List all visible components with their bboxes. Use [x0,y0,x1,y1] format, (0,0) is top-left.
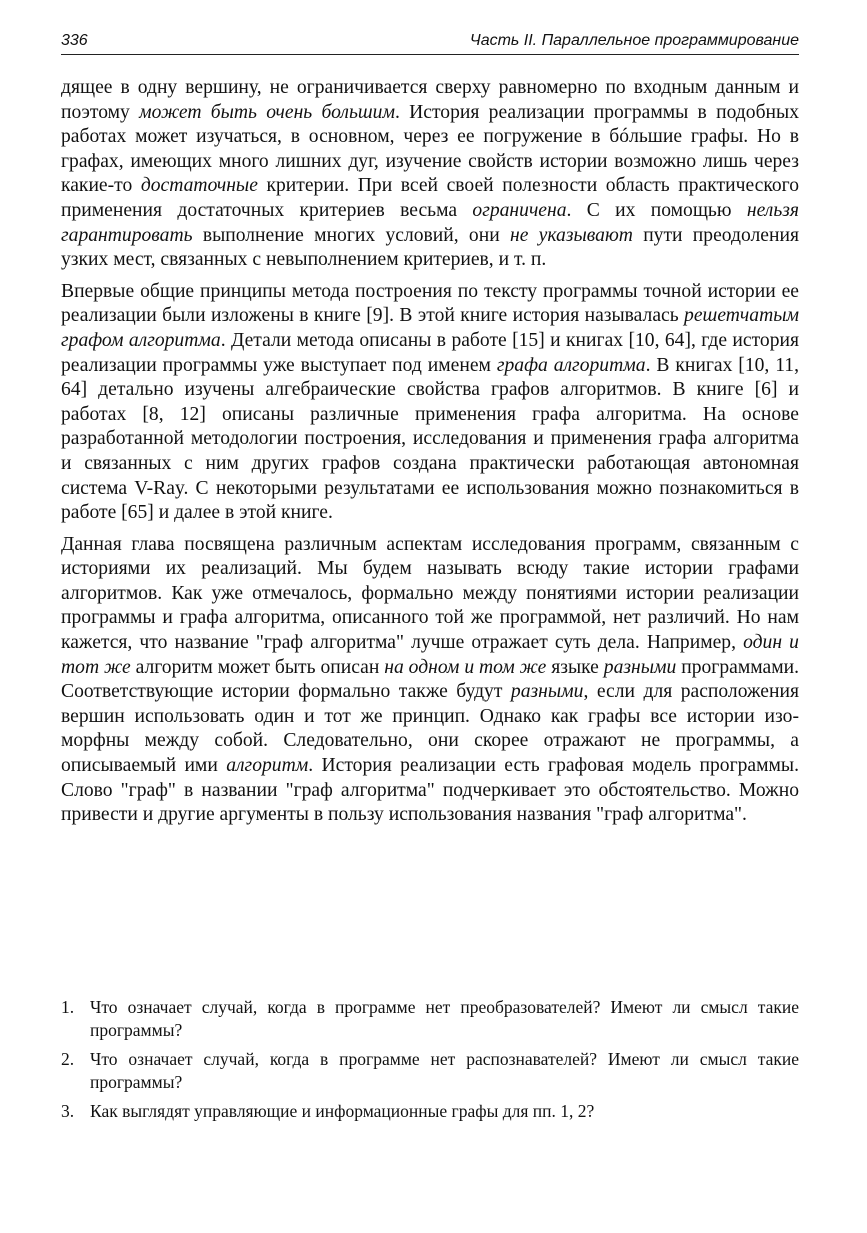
text-run: пути преодоления узких мест, связанных с невыполнением критериев, и т. п. [61,224,799,271]
question-item [61,1048,799,1094]
running-title: Часть II. Параллельное программирование [469,32,799,49]
question-number: 2. [61,1049,75,1069]
question-item [61,1100,799,1123]
emphasized-text: графа алгоритма [496,354,646,376]
emphasized-text: разными [510,681,584,703]
text-run: , если для расположения вершин использовать один и тот же принцип. Однако как графы все истории изоморфны между собой. Следовательно, они скорее отражают не программы, а описываемый ими [61,681,799,777]
question-text: Как выглядят управляющие и информационные графы для пп. 1, 2? [90,1101,595,1121]
question-text: Что означает случай, когда в программе нет преобразователей? Имеют ли смысл такие программы? [90,997,799,1040]
text-run: дящее в одну вершину, не ограничивается сверху равномерно по входным данным и поэтому [61,77,799,123]
text-run: . История реализации программы в подобных работах может изучаться, в основном, через ее погружение в бóльшие графы. Но в графах, имеющих много лишних дуг, изучение свойств истории возможно лишь через какие-то [61,101,799,197]
text-run: алгоритм может быть описан [130,656,385,678]
emphasized-text: ограничена [472,199,567,221]
text-run: языке [546,656,604,678]
emphasized-text: может быть очень большим [139,101,395,123]
text-run: критерии. При всей своей полезности область практического применения достаточных критериев весьма [61,175,799,221]
paragraph [61,280,799,526]
emphasized-text: на одном и том же [384,656,547,678]
text-run: выполнение многих условий, они [192,224,510,246]
question-number: 3. [61,1101,75,1121]
emphasized-text: алгоритм [226,755,309,777]
text-run: . История реализации есть графовая модель программы. Слово "граф" в названии "граф алгоритма" подчеркивает это обстоятельство. Можно привести и другие аргументы в пользу использования названия "граф алгоритма". [61,755,799,826]
emphasized-text: решетчатым графом алгоритма [61,305,799,351]
body-text [61,76,799,835]
page-header [61,30,799,55]
question-text: Что означает случай, когда в программе нет распознавателей? Имеют ли смысл такие программы? [90,1049,799,1092]
emphasized-text: достаточные [140,175,258,197]
question-item [61,996,799,1042]
review-questions [61,996,799,1129]
text-run: Данная глава посвящена различным аспектам исследования программ, связанным с историями их реализаций. Мы будем называть всюду такие истории графами алгоритмов. Как уже отмечалось, формально между понятиями истории реализации программы и графа алгоритма, описанного той же программой, нет различий. Но нам кажется, что название "граф алгоритма" лучше отражает суть дела. Например, [61,533,799,654]
paragraph [61,533,799,828]
emphasized-text: не указывают [509,224,633,246]
text-run: программами. Соответствующие истории формально также будут [61,656,799,703]
question-number: 1. [61,997,75,1017]
text-run: . В книгах [10, 11, 64] детально изучены алгебраические свойства графов алгоритмов. В книге [6] и работах [8, 12] описаны различные применения графа алгоритма. На основе разработанной методологии построения, исследования и применения графа алгоритма и связанных с ним других графов создана практически работающая автономная система V-Ray. С некоторыми результатами ее использования можно познакомиться в работе [65] и далее в этой книге. [61,354,800,524]
emphasized-text: один и тот же [61,632,799,678]
paragraph [61,76,799,273]
text-run: . Детали метода описаны в работе [15] и книгах [10, 64], где история реализации программы уже выступает под именем [61,329,800,376]
emphasized-text: разными [603,656,677,678]
emphasized-text: нельзя гарантировать [61,199,799,246]
text-run: Впервые общие принципы метода построения по тексту программы точной истории ее реализации были изложены в книге [9]. В этой книге история называлась [61,280,799,327]
page-number: 336 [61,32,88,49]
text-run: . С их помощью [566,199,747,221]
